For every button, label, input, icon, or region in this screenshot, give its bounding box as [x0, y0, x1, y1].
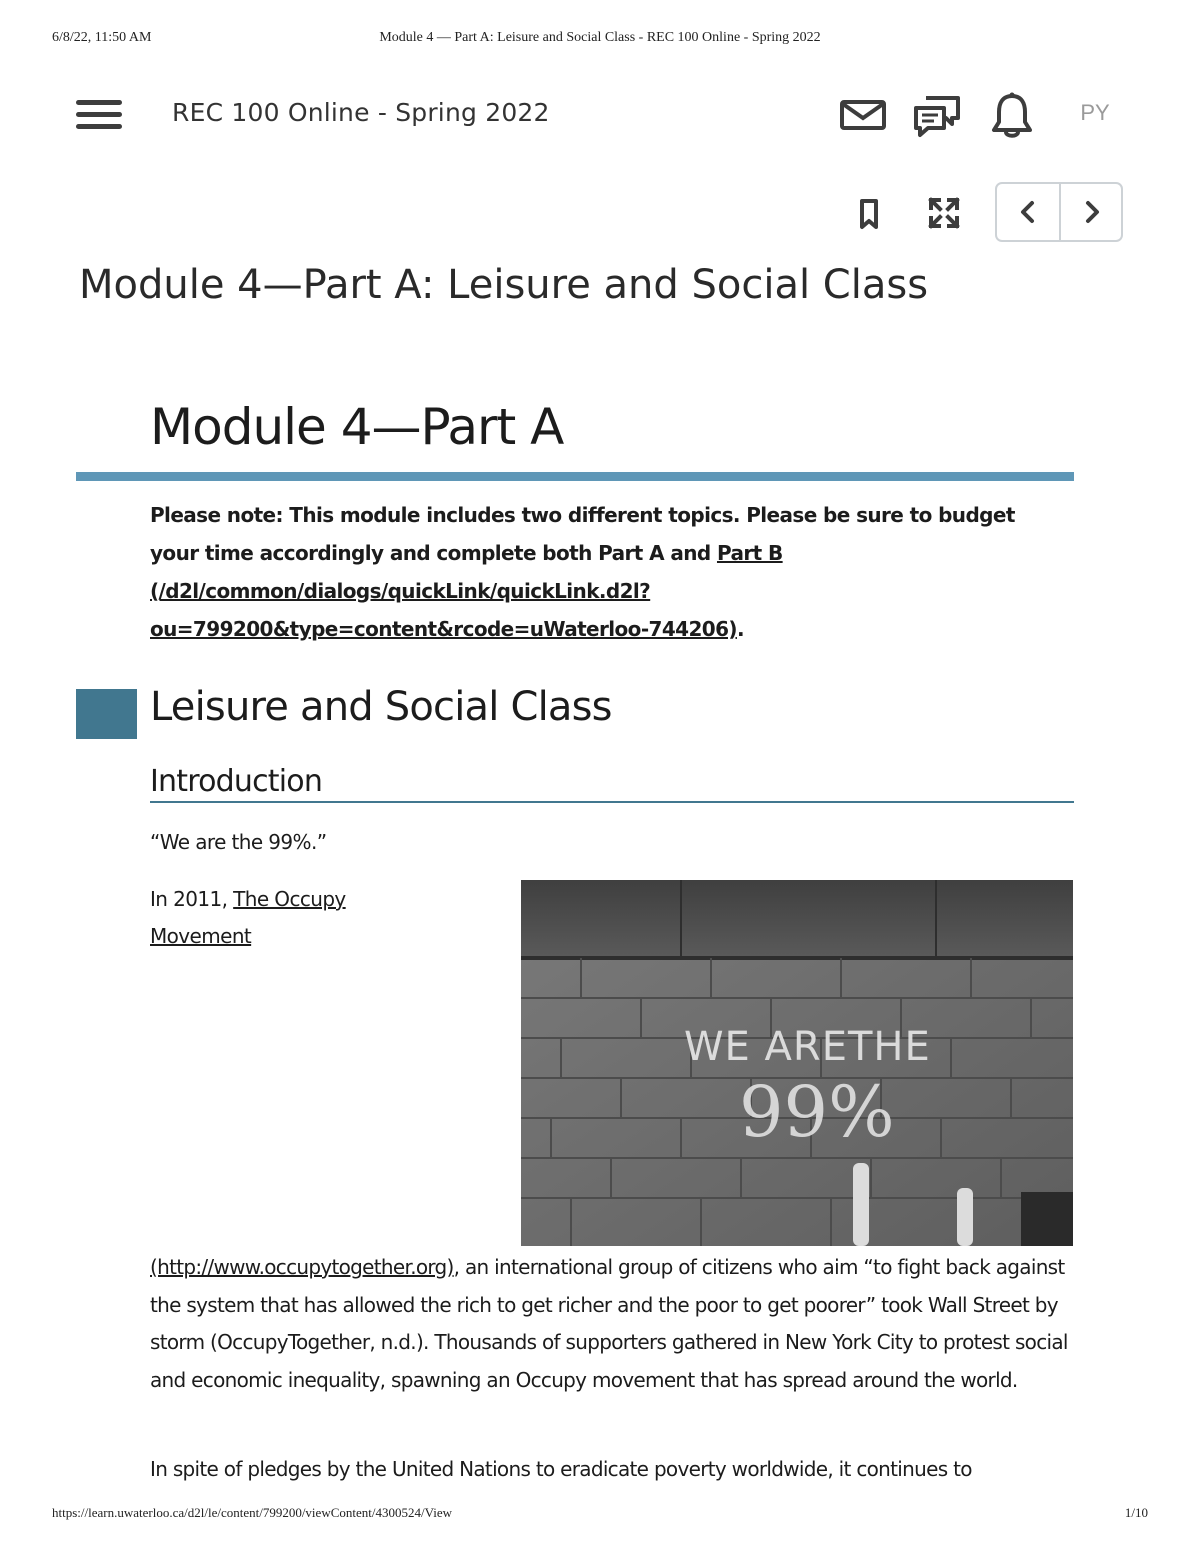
topic-pager — [995, 182, 1123, 242]
intro-paragraph-2: In spite of pledges by the United Nations to eradicate poverty worldwide, it continues to — [150, 1457, 972, 1481]
note-text: Please note: This module includes two different topics. Please be sure to budget your time accordingly and complete both Part A and — [150, 503, 1015, 565]
bell-icon[interactable] — [987, 90, 1037, 140]
previous-topic-button[interactable] — [997, 184, 1061, 240]
heading-divider — [76, 472, 1074, 481]
part-b-link-url: (/d2l/common/dialogs/quickLink/quickLink.d2l?ou=799200&type=content&rcode=uWaterloo-744206) — [150, 579, 737, 641]
chevron-right-icon — [1079, 199, 1105, 225]
note-end: . — [736, 617, 744, 641]
menu-icon[interactable] — [76, 98, 122, 132]
print-page-number: 1/10 — [1124, 1505, 1148, 1520]
chalk-text-line1: WE ARETHE — [684, 1024, 931, 1070]
we-are-the-99-photo — [521, 880, 1073, 1246]
mail-icon[interactable] — [838, 90, 888, 140]
occupytogether-link[interactable]: (http://www.occupytogether.org) — [150, 1255, 454, 1279]
course-title[interactable]: REC 100 Online - Spring 2022 — [172, 98, 550, 127]
introduction-heading: Introduction — [150, 764, 323, 799]
avatar[interactable]: PY — [1080, 100, 1110, 125]
content-toolbar — [0, 182, 1200, 244]
fullscreen-icon[interactable] — [926, 195, 962, 231]
print-title: Module 4 — Part A: Leisure and Social Class - REC 100 Online - Spring 2022 — [379, 30, 821, 45]
chat-icon[interactable] — [912, 90, 962, 140]
section-heading: Leisure and Social Class — [150, 684, 612, 730]
print-header — [52, 30, 1148, 50]
print-date: 6/8/22, 11:50 AM — [52, 30, 152, 45]
next-topic-button[interactable] — [1061, 184, 1123, 240]
topic-title: Module 4—Part A: Leisure and Social Class — [79, 262, 929, 308]
intro-text — [150, 881, 410, 955]
print-footer — [52, 1505, 1148, 1525]
intro-quote: “We are the 99%.” — [150, 830, 327, 854]
bookmark-icon[interactable] — [851, 195, 887, 231]
intro-paragraph-1 — [150, 1249, 1074, 1399]
intro-prefix: In 2011, — [150, 887, 234, 911]
occupy-movement-link[interactable]: The Occupy Movement — [150, 887, 346, 948]
section-marker — [76, 689, 137, 739]
module-heading: Module 4—Part A — [150, 398, 564, 456]
intro-paragraph-1-text: , an international group of citizens who aim “to fight back against the system that has allowed the rich to get richer and the poor to get poorer” took Wall Street by storm (OccupyTogether, n.d.). Thousands of supporters gathered in New York City to protest social and economic inequality, spawning an Occupy movement that has spread around the world. — [150, 1255, 1068, 1392]
navbar — [0, 80, 1200, 150]
part-b-link-text: Part B — [716, 541, 783, 565]
module-note — [150, 496, 1050, 648]
chevron-left-icon — [1015, 199, 1041, 225]
subheading-divider — [150, 801, 1074, 803]
print-url: https://learn.uwaterloo.ca/d2l/le/content/799200/viewContent/4300524/View — [52, 1505, 452, 1520]
chalk-text-line2: 99% — [739, 1071, 895, 1153]
